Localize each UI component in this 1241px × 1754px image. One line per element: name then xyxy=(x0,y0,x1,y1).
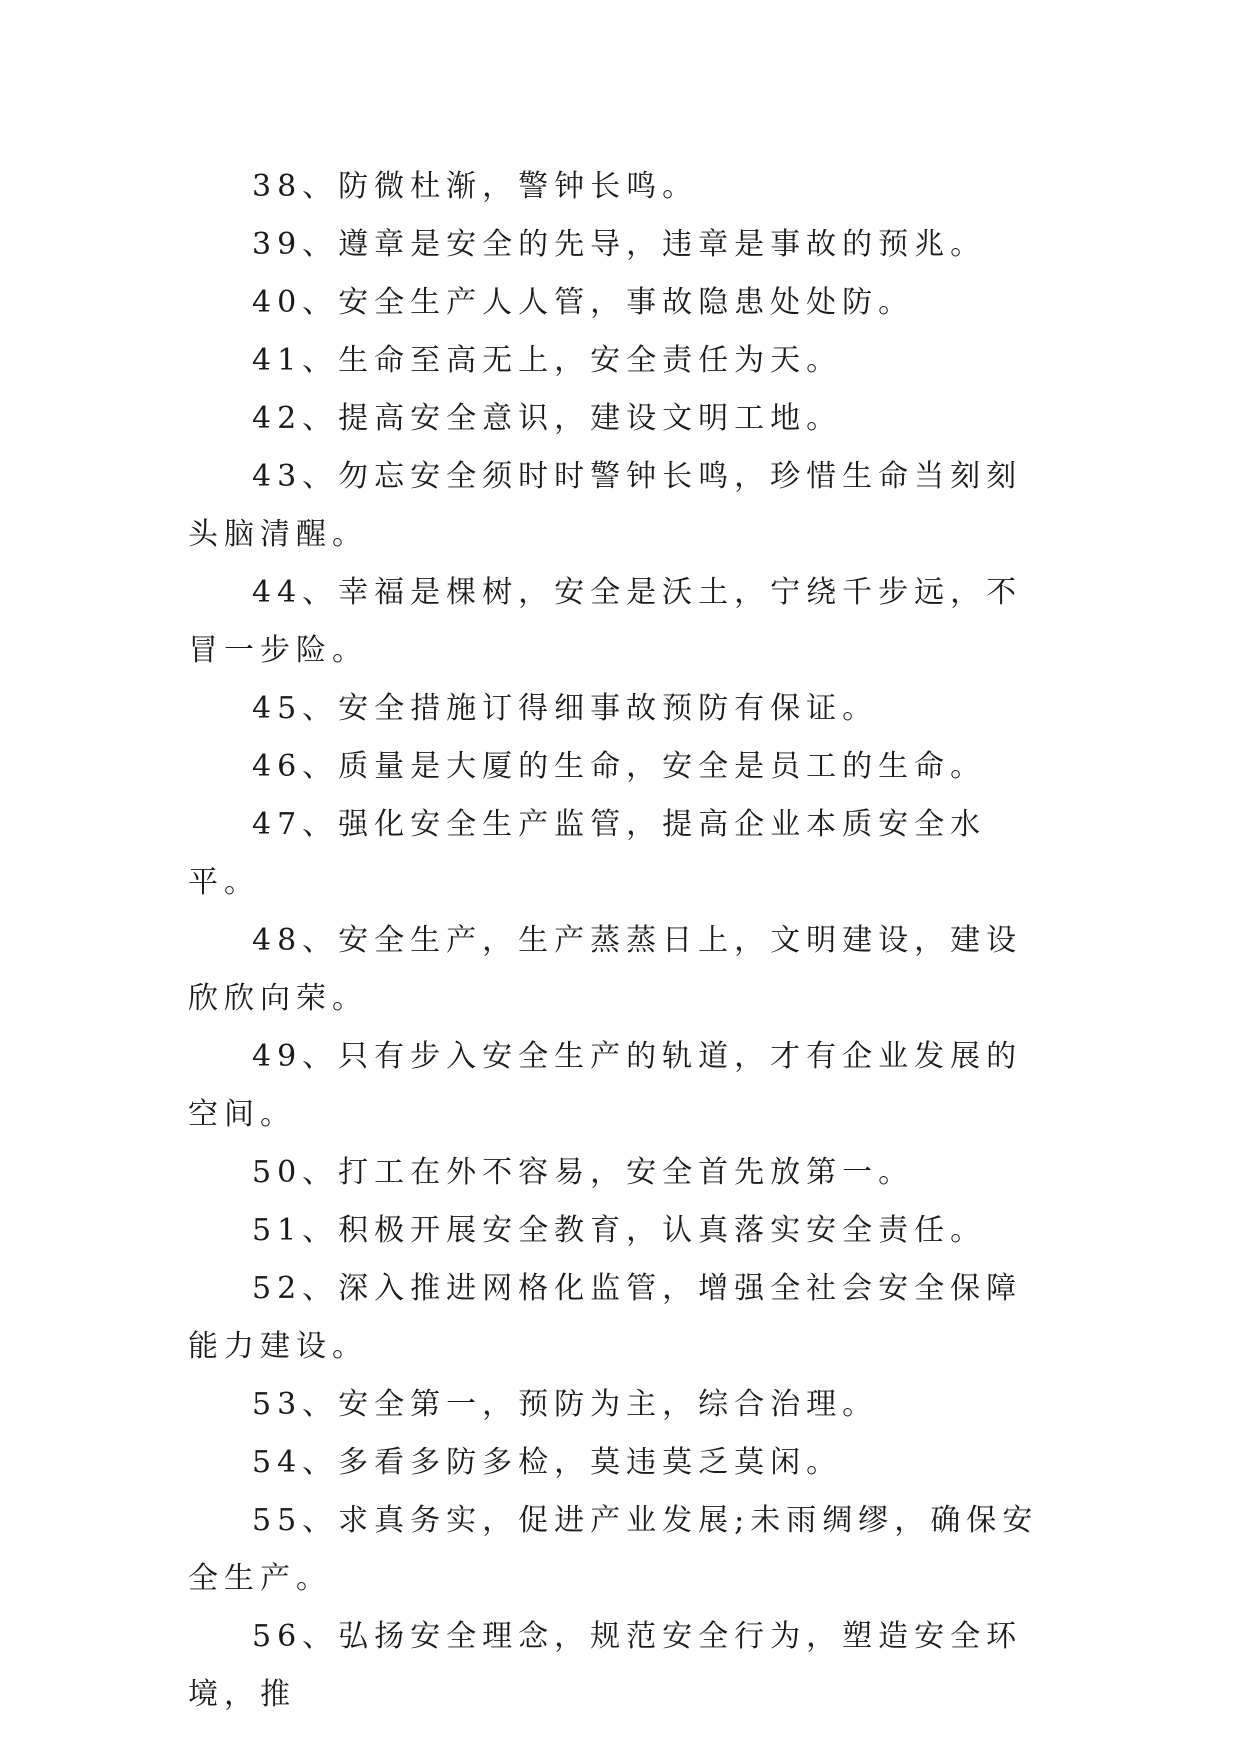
slogan-48: 48、安全生产，生产蒸蒸日上，文明建设，建设欣欣向荣。 xyxy=(188,923,1023,1016)
slogan-50: 50、打工在外不容易，安全首先放第一。 xyxy=(252,1155,915,1190)
slogan-47: 47、强化安全生产监管，提高企业本质安全水平。 xyxy=(188,807,987,900)
slogan-53: 53、安全第一，预防为主，综合治理。 xyxy=(252,1387,879,1422)
slogan-44: 44、幸福是棵树，安全是沃土，宁绕千步远，不冒一步险。 xyxy=(188,575,1023,668)
slogan-54: 54、多看多防多检，莫违莫乏莫闲。 xyxy=(252,1445,843,1480)
slogan-52: 52、深入推进网格化监管，增强全社会安全保障能力建设。 xyxy=(188,1271,1023,1364)
slogan-51: 51、积极开展安全教育，认真落实安全责任。 xyxy=(252,1213,987,1248)
slogan-46: 46、质量是大厦的生命，安全是员工的生命。 xyxy=(252,749,987,784)
slogan-56: 56、弘扬安全理念，规范安全行为，塑造安全环境，推 xyxy=(188,1619,1023,1712)
document-body xyxy=(188,158,1058,1724)
slogan-43: 43、勿忘安全须时时警钟长鸣，珍惜生命当刻刻头脑清醒。 xyxy=(188,459,1023,552)
slogan-40: 40、安全生产人人管，事故隐患处处防。 xyxy=(252,285,915,320)
slogan-49: 49、只有步入安全生产的轨道，才有企业发展的空间。 xyxy=(188,1039,1023,1132)
slogan-41: 41、生命至高无上，安全责任为天。 xyxy=(252,343,843,378)
slogan-45: 45、安全措施订得细事故预防有保证。 xyxy=(252,691,879,726)
slogan-39: 39、遵章是安全的先导，违章是事故的预兆。 xyxy=(252,227,987,262)
slogan-38: 38、防微杜渐，警钟长鸣。 xyxy=(252,169,699,204)
slogan-55: 55、求真务实，促进产业发展;未雨绸缪，确保安全生产。 xyxy=(188,1503,1039,1596)
slogan-42: 42、提高安全意识，建设文明工地。 xyxy=(252,401,843,436)
